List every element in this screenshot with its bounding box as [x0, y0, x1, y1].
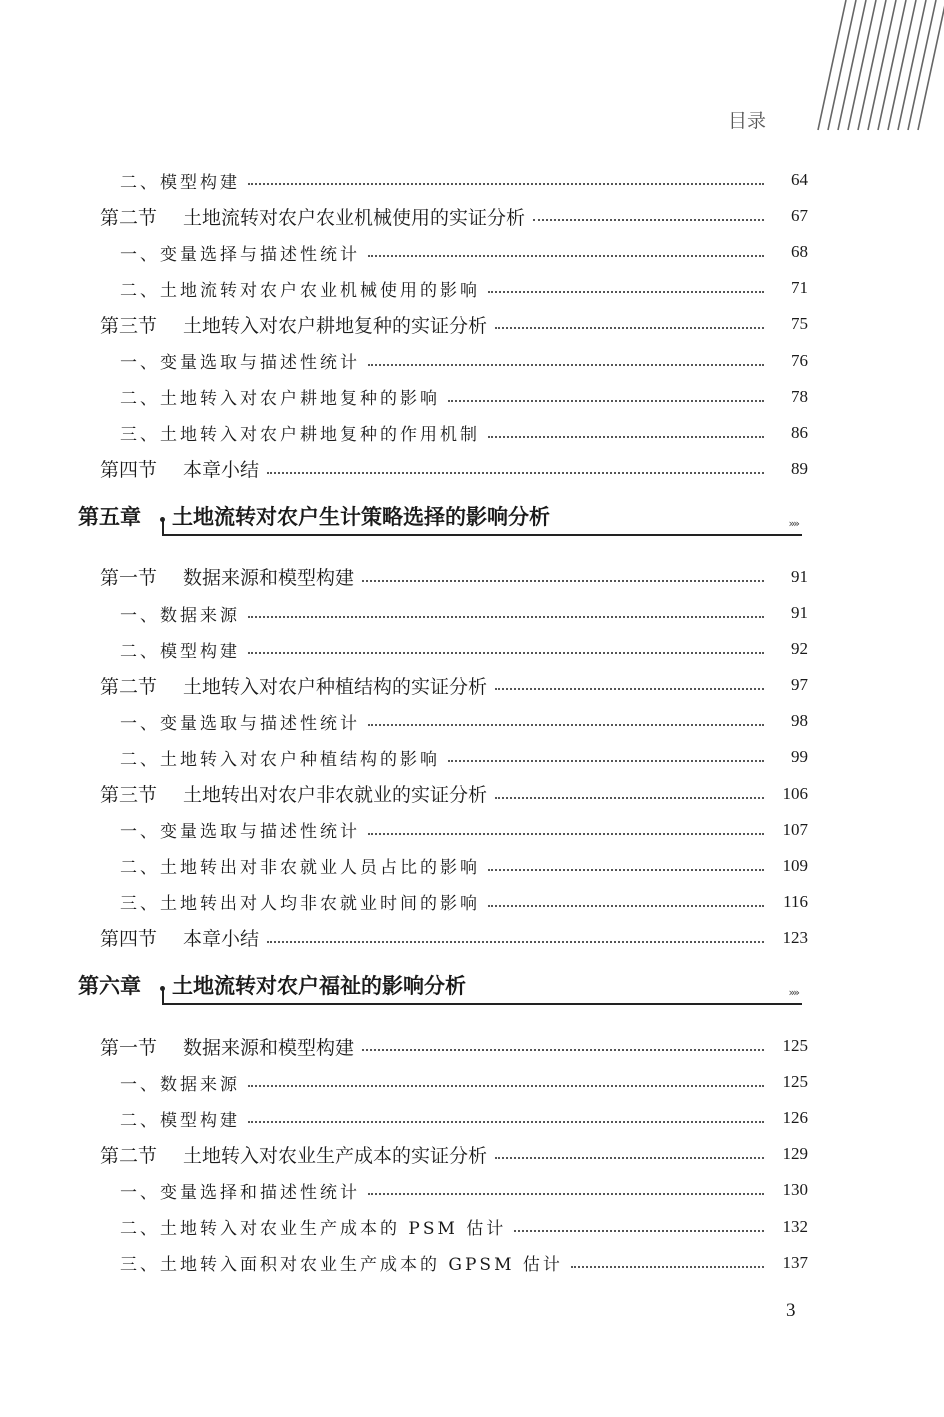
toc-page-number: 137 [782, 1252, 808, 1272]
toc-title [100, 311, 487, 338]
toc-title [100, 563, 354, 590]
toc-title: 二、土地转出对非农就业人员占比的影响 [120, 858, 480, 879]
toc-item[interactable] [120, 1172, 808, 1208]
toc-page-number: 71 [791, 278, 808, 298]
toc-title: 一、变量选取与描述性统计 [120, 713, 360, 734]
toc-page-number: 99 [791, 747, 808, 767]
toc-item[interactable] [120, 631, 808, 667]
toc-section[interactable] [100, 776, 808, 812]
toc-page-number: 89 [791, 458, 808, 478]
toc-title: 一、变量选取与描述性统计 [120, 353, 360, 373]
toc-title: 一、变量选择和描述性统计 [120, 1182, 360, 1203]
chevrons-icon: »» [788, 516, 798, 530]
toc-title [100, 1033, 354, 1060]
toc-page-number: 76 [791, 350, 808, 370]
leader-dots [248, 183, 764, 185]
toc-item[interactable] [120, 595, 808, 631]
section-number: 第三节 [100, 784, 158, 806]
toc-page-number: 116 [783, 891, 808, 911]
toc-item[interactable] [120, 415, 808, 451]
leader-dots [488, 905, 764, 907]
leader-dots [448, 400, 764, 402]
chapter-heading [78, 968, 804, 1008]
section-title: 数据来源和模型构建 [183, 1036, 355, 1059]
toc-page-number: 125 [782, 1072, 808, 1092]
chapter-title: 土地流转对农户福祉的影响分析 [172, 974, 466, 998]
leader-dots [267, 941, 764, 943]
toc-page-number: 86 [791, 422, 808, 442]
toc-title: 三、土地转出对人均非农就业时间的影响 [120, 894, 480, 915]
toc-title [100, 1141, 487, 1168]
leader-dots [362, 1049, 764, 1051]
toc-item[interactable] [120, 884, 808, 920]
leader-dots [368, 255, 764, 257]
leader-dots [495, 327, 764, 329]
leader-dots [362, 580, 764, 582]
toc-page-number: 68 [791, 242, 808, 262]
toc-page-number: 75 [791, 314, 808, 334]
toc-item[interactable] [120, 812, 808, 848]
section-title: 土地转入对农业生产成本的实证分析 [183, 1144, 488, 1167]
toc-section[interactable] [100, 920, 808, 956]
chapter-number: 第六章 [78, 974, 141, 998]
section-number: 第二节 [100, 206, 158, 229]
toc-page-number: 91 [791, 603, 808, 622]
chevrons-icon: »» [788, 986, 798, 999]
toc-item[interactable] [120, 162, 808, 198]
toc-title: 三、土地转入对农户耕地复种的作用机制 [120, 425, 480, 446]
toc-title [100, 924, 259, 951]
toc-page-number: 130 [782, 1180, 808, 1200]
toc-page-number: 109 [782, 855, 808, 875]
toc-title: 二、模型构建 [120, 172, 240, 193]
chapter-title: 土地流转对农户生计策略选择的影响分析 [172, 504, 550, 529]
toc-title: 二、土地转入对农户耕地复种的影响 [120, 389, 440, 410]
toc-section[interactable] [100, 559, 808, 595]
toc-page-number: 132 [782, 1216, 808, 1236]
leader-dots [248, 1121, 764, 1123]
leader-dots [533, 219, 764, 221]
toc-title [100, 203, 525, 230]
section-number: 第四节 [100, 459, 158, 482]
section-number: 第二节 [100, 1144, 158, 1167]
toc-page-number: 107 [782, 819, 808, 839]
toc-item[interactable] [120, 1209, 808, 1245]
toc-item[interactable] [120, 848, 808, 884]
toc-title: 一、数据来源 [120, 1074, 240, 1095]
leader-dots [514, 1230, 764, 1232]
toc-page-number: 126 [782, 1108, 808, 1128]
toc-item[interactable] [120, 1064, 808, 1100]
chapter-number: 第五章 [78, 504, 141, 529]
toc-title [100, 780, 487, 807]
section-title: 本章小结 [183, 928, 260, 951]
toc-page-number: 129 [782, 1144, 808, 1164]
toc-title: 二、模型构建 [120, 641, 240, 662]
section-title: 土地转入对农户种植结构的实证分析 [183, 675, 488, 698]
leader-dots [368, 833, 764, 835]
chapter-marker-tick [162, 521, 164, 535]
toc-page-number: 92 [791, 639, 808, 659]
section-number: 第四节 [100, 928, 158, 951]
section-title: 土地转入对农户耕地复种的实证分析 [183, 314, 488, 337]
toc-title: 三、土地转入面积对农业生产成本的 GPSM 估计 [120, 1255, 563, 1276]
leader-dots [368, 1193, 764, 1195]
leader-dots [488, 436, 764, 438]
toc-page-number: 97 [791, 675, 808, 695]
running-header: 目录 [728, 110, 767, 132]
toc-title: 二、土地流转对农户农业机械使用的影响 [120, 280, 480, 301]
section-title: 数据来源和模型构建 [183, 567, 355, 590]
toc-item[interactable] [120, 703, 808, 739]
section-number: 第二节 [100, 675, 158, 698]
toc-section[interactable] [100, 306, 808, 342]
toc-title: 一、变量选择与描述性统计 [120, 244, 360, 265]
leader-dots [368, 724, 764, 726]
toc-page-number: 67 [791, 206, 808, 226]
chapter-marker-tick [162, 990, 164, 1004]
toc-section[interactable] [100, 198, 808, 234]
toc-page-number: 78 [791, 386, 808, 406]
toc-section[interactable] [100, 667, 808, 703]
toc-title: 一、变量选取与描述性统计 [120, 822, 360, 843]
leader-dots [495, 688, 764, 690]
section-title: 土地流转对农户农业机械使用的实证分析 [183, 206, 526, 229]
toc-page-number: 64 [791, 170, 808, 189]
section-number: 第三节 [100, 314, 158, 337]
toc-title: 二、土地转入对农业生产成本的 PSM 估计 [120, 1219, 507, 1239]
chapter-heading [78, 499, 804, 539]
toc-item[interactable] [120, 234, 808, 270]
leader-dots [248, 1085, 764, 1087]
decorative-stripes [794, 0, 944, 150]
leader-dots [448, 760, 764, 762]
toc-page-number: 125 [782, 1036, 808, 1055]
toc-item[interactable] [120, 739, 808, 775]
toc-section[interactable] [100, 451, 808, 487]
toc-title [100, 455, 259, 482]
toc-title [100, 672, 487, 699]
toc-section[interactable] [100, 1136, 808, 1172]
toc-title: 二、土地转入对农户种植结构的影响 [120, 749, 440, 770]
toc-page-number: 123 [782, 927, 808, 947]
leader-dots [267, 472, 764, 474]
chapter-rule [162, 534, 802, 536]
section-title: 本章小结 [183, 459, 260, 482]
leader-dots [368, 364, 764, 366]
section-number: 第一节 [100, 1036, 158, 1059]
page-number: 3 [786, 1300, 796, 1321]
toc-item[interactable] [120, 1100, 808, 1136]
toc-page-number: 91 [791, 566, 808, 586]
leader-dots [248, 616, 764, 618]
leader-dots [571, 1266, 764, 1268]
toc-item[interactable] [120, 270, 808, 306]
section-number: 第一节 [100, 567, 158, 590]
chapter-rule [162, 1003, 802, 1005]
toc-item[interactable] [120, 379, 808, 415]
leader-dots [488, 291, 764, 293]
leader-dots [248, 652, 764, 654]
toc-page-number: 98 [791, 711, 808, 731]
leader-dots [488, 869, 764, 871]
leader-dots [495, 797, 764, 799]
toc-title: 二、模型构建 [120, 1110, 240, 1131]
toc-page-number: 106 [782, 783, 808, 803]
toc-item[interactable] [120, 1245, 808, 1281]
toc-item[interactable] [120, 343, 808, 379]
section-title: 土地转出对农户非农就业的实证分析 [183, 784, 488, 806]
leader-dots [495, 1157, 764, 1159]
toc-section[interactable] [100, 1028, 808, 1064]
toc-title: 一、数据来源 [120, 605, 240, 626]
